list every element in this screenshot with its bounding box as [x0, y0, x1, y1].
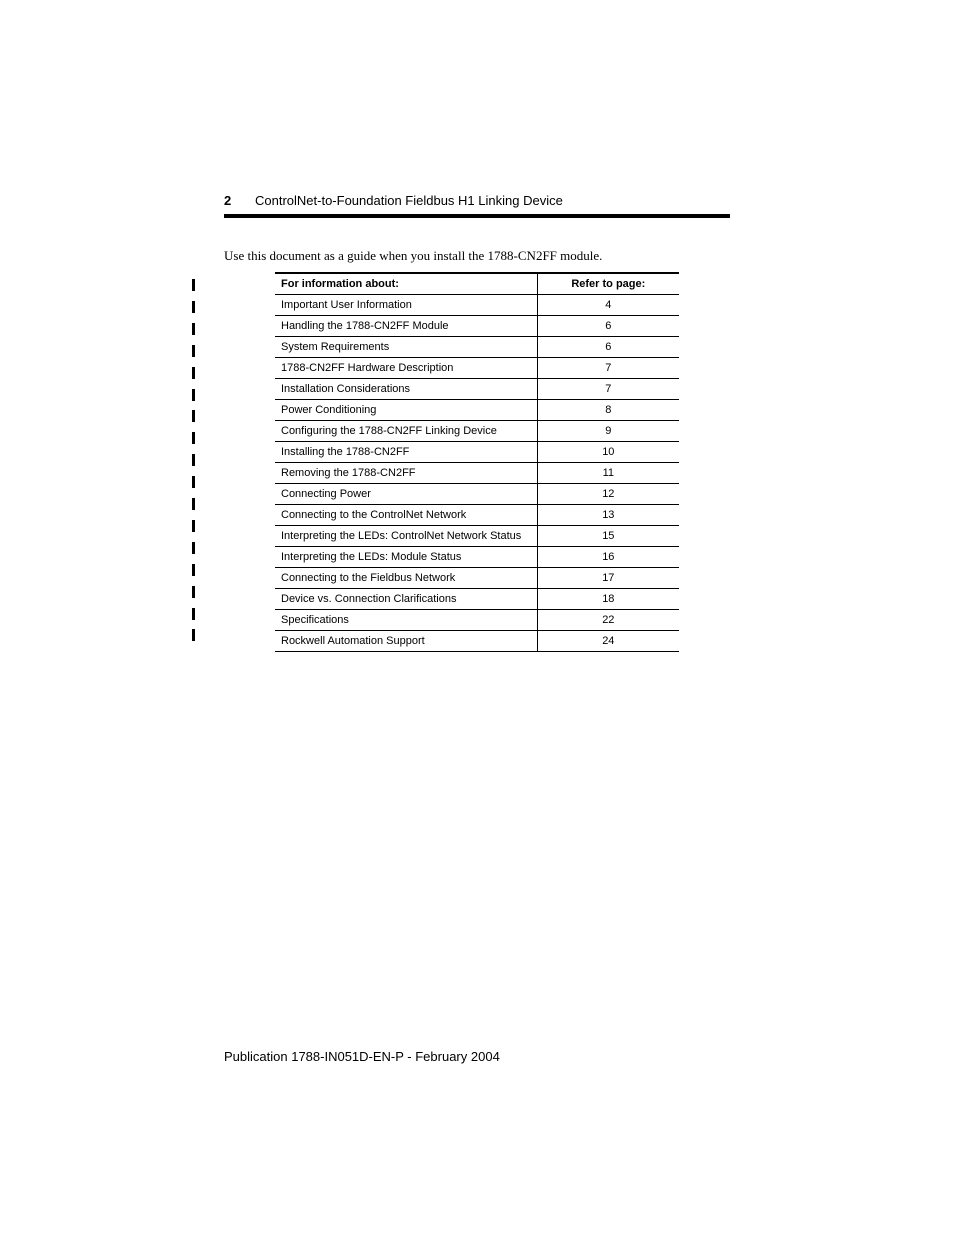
table-row	[275, 295, 679, 316]
page-cell: 10	[537, 442, 679, 463]
column-header-page: Refer to page:	[537, 273, 679, 295]
topic-cell: Installation Considerations	[275, 379, 537, 400]
page-cell: 7	[537, 379, 679, 400]
page-cell: 6	[537, 337, 679, 358]
intro-paragraph: Use this document as a guide when you install the 1788-CN2FF module.	[224, 248, 603, 263]
change-bar	[192, 542, 195, 554]
topic-cell: Configuring the 1788-CN2FF Linking Device	[275, 421, 537, 442]
page-cell: 15	[537, 526, 679, 547]
table-row	[275, 526, 679, 547]
topic-cell: Important User Information	[275, 295, 537, 316]
table-header-row	[275, 273, 679, 295]
page-cell: 18	[537, 589, 679, 610]
table-row	[275, 379, 679, 400]
change-bar	[192, 323, 195, 335]
running-title: ControlNet-to-Foundation Fieldbus H1 Linking Device	[255, 193, 563, 208]
change-bar	[192, 564, 195, 576]
topic-cell: Interpreting the LEDs: ControlNet Network Status	[275, 526, 537, 547]
change-bar	[192, 301, 195, 313]
table-row	[275, 505, 679, 526]
change-bar	[192, 520, 195, 532]
topic-cell: Specifications	[275, 610, 537, 631]
topic-cell: Removing the 1788-CN2FF	[275, 463, 537, 484]
topic-cell: Connecting Power	[275, 484, 537, 505]
table-row	[275, 610, 679, 631]
table-row	[275, 442, 679, 463]
table-row	[275, 568, 679, 589]
publication-footer: Publication 1788-IN051D-EN-P - February 2004	[224, 1049, 500, 1064]
change-bar	[192, 454, 195, 466]
table-row	[275, 316, 679, 337]
table-row	[275, 631, 679, 652]
change-bar	[192, 345, 195, 357]
topic-cell: Installing the 1788-CN2FF	[275, 442, 537, 463]
page-cell: 7	[537, 358, 679, 379]
topic-cell: Interpreting the LEDs: Module Status	[275, 547, 537, 568]
topic-cell: 1788-CN2FF Hardware Description	[275, 358, 537, 379]
table-row	[275, 400, 679, 421]
page-cell: 16	[537, 547, 679, 568]
topic-cell: System Requirements	[275, 337, 537, 358]
table-row	[275, 337, 679, 358]
page-cell: 24	[537, 631, 679, 652]
topic-cell: Power Conditioning	[275, 400, 537, 421]
change-bar	[192, 279, 195, 291]
change-bar	[192, 367, 195, 379]
page-cell: 8	[537, 400, 679, 421]
page-cell: 22	[537, 610, 679, 631]
table-row	[275, 484, 679, 505]
page-cell: 9	[537, 421, 679, 442]
change-bar	[192, 410, 195, 422]
topic-cell: Connecting to the ControlNet Network	[275, 505, 537, 526]
topic-cell: Connecting to the Fieldbus Network	[275, 568, 537, 589]
topic-cell: Handling the 1788-CN2FF Module	[275, 316, 537, 337]
change-bar	[192, 608, 195, 620]
change-bar	[192, 498, 195, 510]
table-row	[275, 547, 679, 568]
page-cell: 11	[537, 463, 679, 484]
change-bar	[192, 586, 195, 598]
page-cell: 12	[537, 484, 679, 505]
page-cell: 6	[537, 316, 679, 337]
change-bar	[192, 629, 195, 641]
contents-table	[275, 272, 679, 652]
change-bar	[192, 476, 195, 488]
table-row	[275, 463, 679, 484]
topic-cell: Rockwell Automation Support	[275, 631, 537, 652]
column-header-topic: For information about:	[275, 273, 537, 295]
page-number: 2	[224, 193, 232, 208]
topic-cell: Device vs. Connection Clarifications	[275, 589, 537, 610]
page-cell: 17	[537, 568, 679, 589]
table-row	[275, 589, 679, 610]
table-row	[275, 421, 679, 442]
page-cell: 13	[537, 505, 679, 526]
page-header	[224, 191, 730, 218]
page-cell: 4	[537, 295, 679, 316]
change-bar	[192, 432, 195, 444]
change-bar	[192, 389, 195, 401]
table-row	[275, 358, 679, 379]
